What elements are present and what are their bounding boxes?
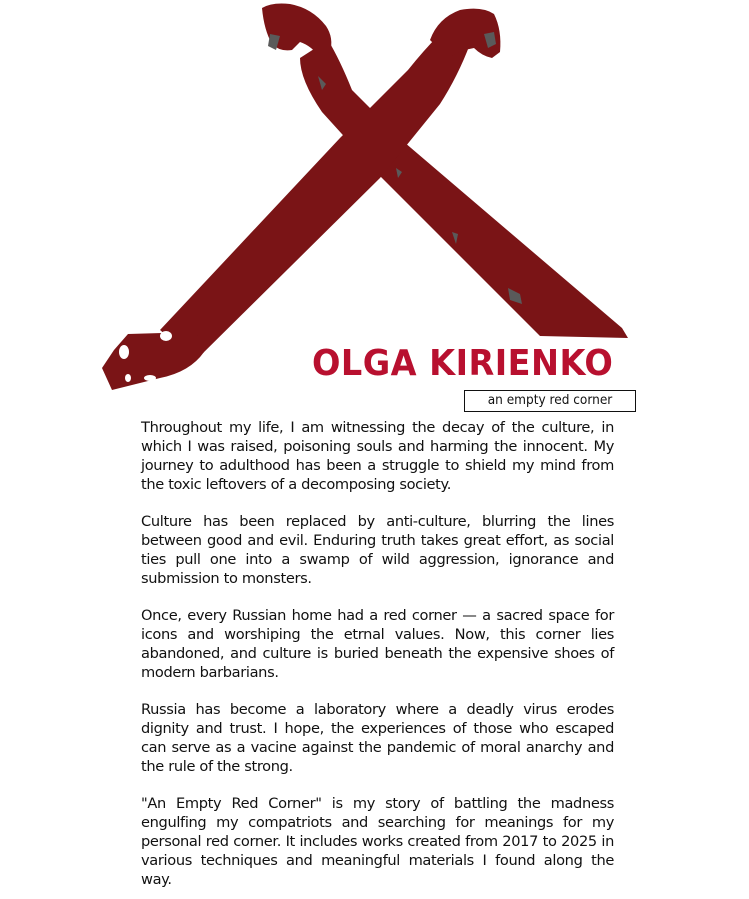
emblem-horse-head-left bbox=[262, 4, 331, 59]
emblem-ornamental-end bbox=[102, 332, 204, 390]
statement-paragraph: Once, every Russian home had a red corner — a sacred space for icons and worshiping the etrnal values. Now, this corner lies abandoned, and culture is buried beneath the expensive shoes of modern barbarians. bbox=[141, 607, 614, 681]
statement-paragraph: Throughout my life, I am witnessing the decay of the culture, in which I was raised, poisoning souls and harming the innocent. My journey to adulthood has been a struggle to shield my mind from the toxic leftovers of a decomposing society. bbox=[141, 419, 614, 493]
crossed-horse-head-emblem-icon bbox=[98, 0, 638, 400]
statement-text bbox=[141, 418, 614, 889]
project-title: an empty red corner bbox=[464, 390, 636, 412]
artist-name: OLGA KIRIENKO bbox=[312, 343, 614, 384]
statement-paragraph: "An Empty Red Corner" is my story of battling the madness engulfing my compatriots and searching for meanings for my personal red corner. It includes works created from 2017 to 2025 in various techniques and meaningful materials I found along the way. bbox=[141, 795, 614, 888]
statement-paragraph: Russia has become a laboratory where a deadly virus erodes dignity and trust. I hope, the experiences of those who escaped can serve as a vacine against the pandemic of moral anarchy and the rule of the strong. bbox=[141, 701, 614, 775]
statement-paragraph: Culture has been replaced by anti-culture, blurring the lines between good and evil. Enduring truth takes great effort, as social ties pull one into a swamp of wild aggression, ignorance and submission to monsters. bbox=[141, 513, 614, 587]
